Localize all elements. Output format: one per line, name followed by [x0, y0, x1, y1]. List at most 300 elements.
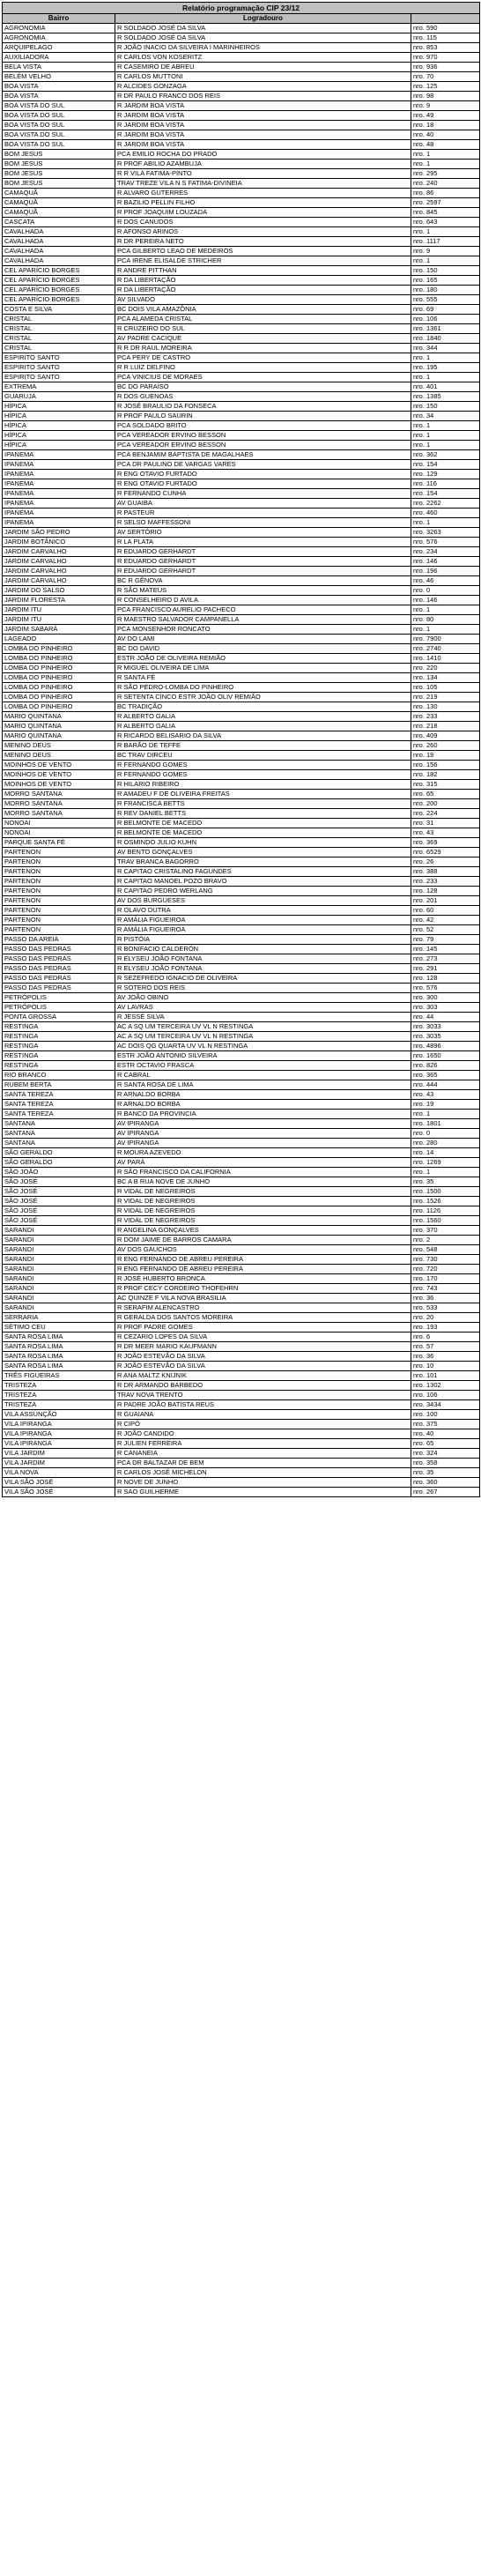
table-row — [3, 1400, 480, 1410]
cell-numero: nro. 193 — [411, 1323, 480, 1333]
cell-logradouro: R SANTA FÉ — [115, 673, 411, 683]
cell-numero: nro. 233 — [411, 712, 480, 722]
cell-bairro: BOA VISTA DO SUL — [3, 140, 115, 150]
cell-numero: nro. 643 — [411, 218, 480, 227]
cell-logradouro: R CARLOS VON KOSERITZ — [115, 53, 411, 63]
cell-bairro: JARDIM ITU — [3, 605, 115, 615]
cell-numero: nro. 44 — [411, 1013, 480, 1022]
table-row — [3, 712, 480, 722]
table-row — [3, 227, 480, 237]
cell-bairro: SÃO JOSÉ — [3, 1206, 115, 1216]
cell-numero: nro. 20 — [411, 1313, 480, 1323]
cell-logradouro: R JOSÉ BRAULIO DA FONSECA — [115, 402, 411, 412]
table-row — [3, 1226, 480, 1236]
cell-bairro: JARDIM SÃO PEDRO — [3, 528, 115, 538]
cell-bairro: SANTANA — [3, 1119, 115, 1129]
cell-logradouro: R PROF PADRE GOMES — [115, 1323, 411, 1333]
cell-logradouro: BC A B RUA NOVE DE JUNHO — [115, 1177, 411, 1187]
cell-bairro: SARANDI — [3, 1303, 115, 1313]
cell-bairro: SÃO GERALDO — [3, 1148, 115, 1158]
table-row — [3, 1197, 480, 1206]
table-row — [3, 664, 480, 673]
cell-bairro: SANTANA — [3, 1139, 115, 1148]
cell-bairro: PARQUE SANTA FÉ — [3, 838, 115, 848]
cell-bairro: SARANDI — [3, 1226, 115, 1236]
cell-numero: nro. 3263 — [411, 528, 480, 538]
cell-numero: nro. 1302 — [411, 1381, 480, 1391]
table-row — [3, 1080, 480, 1090]
table-row — [3, 421, 480, 431]
cell-numero: nro. 116 — [411, 479, 480, 489]
cell-logradouro: R ALBERTO GALIA — [115, 722, 411, 731]
cell-numero: nro. 3033 — [411, 1022, 480, 1032]
cell-logradouro: R JESSÉ SILVA — [115, 1013, 411, 1022]
cell-numero: nro. 845 — [411, 208, 480, 218]
cell-numero: nro. 218 — [411, 722, 480, 731]
cell-bairro: BELÉM VELHO — [3, 72, 115, 82]
table-row — [3, 1381, 480, 1391]
cell-numero: nro. 1126 — [411, 1206, 480, 1216]
cell-numero: nro. 106 — [411, 1391, 480, 1400]
table-row — [3, 790, 480, 799]
cell-bairro: ESPIRITO SANTO — [3, 353, 115, 363]
cell-numero: nro. 100 — [411, 1410, 480, 1420]
cell-numero: nro. 128 — [411, 887, 480, 896]
table-row — [3, 111, 480, 121]
cell-logradouro: R CAPITAO CRISTALINO FAGUNDES — [115, 867, 411, 877]
cell-logradouro: AV PADRE CACIQUE — [115, 334, 411, 344]
cell-numero: nro. 129 — [411, 470, 480, 479]
cell-logradouro: PCA MONSENHOR RONCATO — [115, 625, 411, 635]
cell-bairro: BELA VISTA — [3, 63, 115, 72]
cell-numero: nro. 1 — [411, 160, 480, 169]
cell-bairro: MENINO DEUS — [3, 751, 115, 761]
cell-bairro: SANTA ROSA LIMA — [3, 1342, 115, 1352]
table-row — [3, 1022, 480, 1032]
table-row — [3, 441, 480, 450]
table-row — [3, 218, 480, 227]
cell-bairro: IPANEMA — [3, 518, 115, 528]
cell-numero: nro. 291 — [411, 964, 480, 974]
cell-logradouro: TRAV TREZE VILA N S FATIMA-DIVINEIA — [115, 179, 411, 189]
table-row — [3, 344, 480, 353]
cell-bairro: PONTA GROSSA — [3, 1013, 115, 1022]
cell-bairro: RESTINGA — [3, 1042, 115, 1051]
cell-numero: nro. 40 — [411, 130, 480, 140]
table-row — [3, 295, 480, 305]
cell-numero: nro. 79 — [411, 935, 480, 945]
cell-bairro: SANTA TEREZA — [3, 1100, 115, 1110]
cell-logradouro: AC DOIS QG QUARTA UV VL N RESTINGA — [115, 1042, 411, 1051]
cell-bairro: PETRÓPOLIS — [3, 1003, 115, 1013]
table-row — [3, 1129, 480, 1139]
table-row — [3, 1119, 480, 1129]
table-row — [3, 353, 480, 363]
cell-logradouro: R FRANCISCA BETTS — [115, 799, 411, 809]
cell-logradouro: R ANA MALTZ KNIJNIK — [115, 1371, 411, 1381]
cell-logradouro: R OLAVO DUTRA — [115, 906, 411, 916]
column-header-logradouro: Logradouro — [115, 14, 411, 24]
table-row — [3, 887, 480, 896]
cell-logradouro: R VIDAL DE NEGREIROS — [115, 1206, 411, 1216]
cell-numero: nro. 1 — [411, 431, 480, 441]
cell-numero: nro. 1 — [411, 150, 480, 160]
cell-numero: nro. 170 — [411, 1274, 480, 1284]
cell-bairro: PASSO DA AREIA — [3, 935, 115, 945]
cell-logradouro: R JARDIM BOA VISTA — [115, 121, 411, 130]
table-row — [3, 964, 480, 974]
table-row — [3, 1168, 480, 1177]
cell-numero: nro. 0 — [411, 1129, 480, 1139]
table-row — [3, 993, 480, 1003]
cell-logradouro: R CEZARIO LOPES DA SILVA — [115, 1333, 411, 1342]
cell-bairro: AGRONOMIA — [3, 24, 115, 33]
cell-bairro: MOINHOS DE VENTO — [3, 761, 115, 770]
table-row — [3, 518, 480, 528]
cell-bairro: RUBEM BERTA — [3, 1080, 115, 1090]
cell-bairro: SÃO GERALDO — [3, 1158, 115, 1168]
cell-bairro: PARTENON — [3, 925, 115, 935]
cell-logradouro: R CIPÓ — [115, 1420, 411, 1429]
cell-bairro: CASCATA — [3, 218, 115, 227]
cell-numero: nro. 240 — [411, 179, 480, 189]
cell-numero: nro. 106 — [411, 315, 480, 324]
cell-numero: nro. 260 — [411, 741, 480, 751]
cell-logradouro: PCA VEREADOR ERVINO BESSON — [115, 431, 411, 441]
cell-logradouro: R SÃO FRANCISCO DA CALIFORNIA — [115, 1168, 411, 1177]
cell-bairro: RESTINGA — [3, 1022, 115, 1032]
cell-logradouro: R GUAIANA — [115, 1410, 411, 1420]
report-title: Relatório programação CIP 23/12 — [3, 3, 480, 14]
cell-numero: nro. 1 — [411, 421, 480, 431]
cell-bairro: HÍPICA — [3, 421, 115, 431]
cell-bairro: MARIO QUINTANA — [3, 722, 115, 731]
cell-numero: nro. 40 — [411, 1429, 480, 1439]
table-row — [3, 1100, 480, 1110]
table-row — [3, 1255, 480, 1265]
cell-bairro: LAGEADO — [3, 635, 115, 644]
cell-numero: nro. 344 — [411, 344, 480, 353]
cell-numero: nro. 1361 — [411, 324, 480, 334]
cell-numero: nro. 576 — [411, 538, 480, 547]
cell-logradouro: R SÃO MATEUS — [115, 586, 411, 596]
cell-logradouro: BC DO PARAÍSO — [115, 382, 411, 392]
cell-logradouro: R DR ARMANDO BARBEDO — [115, 1381, 411, 1391]
cell-numero: nro. 1 — [411, 373, 480, 382]
table-row — [3, 1342, 480, 1352]
cell-bairro: RESTINGA — [3, 1051, 115, 1061]
cell-bairro: CEL APARÍCIO BORGES — [3, 295, 115, 305]
table-row — [3, 916, 480, 925]
table-row — [3, 1488, 480, 1497]
cell-logradouro: R CONSELHEIRO D AVILA — [115, 596, 411, 605]
cell-bairro: VILA NOVA — [3, 1468, 115, 1478]
cell-logradouro: BC TRADIÇÃO — [115, 702, 411, 712]
table-row — [3, 984, 480, 993]
table-row — [3, 1216, 480, 1226]
cell-bairro: CAVALHADA — [3, 247, 115, 256]
table-row — [3, 1352, 480, 1362]
cell-numero: nro. 3035 — [411, 1032, 480, 1042]
cell-numero: nro. 180 — [411, 286, 480, 295]
table-row — [3, 1148, 480, 1158]
cell-bairro: ESPIRITO SANTO — [3, 363, 115, 373]
cell-numero: nro. 70 — [411, 72, 480, 82]
cell-bairro: BOM JESUS — [3, 179, 115, 189]
cell-logradouro: AV SILVADO — [115, 295, 411, 305]
cell-bairro: HÍPICA — [3, 402, 115, 412]
cell-bairro: GUARUJA — [3, 392, 115, 402]
table-row — [3, 1313, 480, 1323]
cell-bairro: CAMAQUÃ — [3, 208, 115, 218]
cell-bairro: SANTA ROSA LIMA — [3, 1352, 115, 1362]
cell-bairro: SANTA TEREZA — [3, 1090, 115, 1100]
cell-numero: nro. 1 — [411, 625, 480, 635]
cell-bairro: IPANEMA — [3, 499, 115, 509]
cell-bairro: IPANEMA — [3, 489, 115, 499]
cell-logradouro: PCA ALAMEDA CRISTAL — [115, 315, 411, 324]
cell-logradouro: R EDUARDO GERHARDT — [115, 547, 411, 557]
cell-numero: nro. 1801 — [411, 1119, 480, 1129]
cell-logradouro: R GERALDA DOS SANTOS MOREIRA — [115, 1313, 411, 1323]
table-row — [3, 1071, 480, 1080]
cell-logradouro: PCA IRENE ELISALDE STRICHER — [115, 256, 411, 266]
table-row — [3, 731, 480, 741]
cell-numero: nro. 46 — [411, 576, 480, 586]
table-row — [3, 857, 480, 867]
table-row — [3, 828, 480, 838]
table-row — [3, 896, 480, 906]
cell-bairro: SÃO JOSÉ — [3, 1197, 115, 1206]
table-row — [3, 693, 480, 702]
cell-logradouro: R ARNALDO BORBA — [115, 1100, 411, 1110]
cell-bairro: SÃO JOSÉ — [3, 1177, 115, 1187]
table-row — [3, 276, 480, 286]
cell-logradouro: AV IPIRANGA — [115, 1139, 411, 1148]
cell-logradouro: PCA VEREADOR ERVINO BESSON — [115, 441, 411, 450]
cell-logradouro: PCA DR PAULINO DE VARGAS VARES — [115, 460, 411, 470]
cell-numero: nro. 146 — [411, 596, 480, 605]
cell-logradouro: AV DO LAMI — [115, 635, 411, 644]
cell-bairro: IPANEMA — [3, 509, 115, 518]
cell-bairro: MORRO SANTANA — [3, 799, 115, 809]
cell-numero: nro. 69 — [411, 305, 480, 315]
cell-logradouro: R FERNANDO CUNHA — [115, 489, 411, 499]
cell-bairro: TRISTEZA — [3, 1391, 115, 1400]
table-row — [3, 586, 480, 596]
cell-logradouro: R ENG FERNANDO DE ABREU PEREIRA — [115, 1255, 411, 1265]
cell-logradouro: R PROF ABILIO AZAMBUJA — [115, 160, 411, 169]
report-table — [2, 2, 480, 1497]
cell-numero: nro. 31 — [411, 819, 480, 828]
table-row — [3, 780, 480, 790]
cell-numero: nro. 182 — [411, 770, 480, 780]
cell-logradouro: R MOURA AZEVEDO — [115, 1148, 411, 1158]
cell-logradouro: R DR PAULO FRANCO DOS REIS — [115, 92, 411, 101]
cell-bairro: CRISTAL — [3, 324, 115, 334]
cell-bairro: JARDIM BOTÂNICO — [3, 538, 115, 547]
cell-numero: nro. 358 — [411, 1459, 480, 1468]
cell-logradouro: TRAV NOVA TRENTO — [115, 1391, 411, 1400]
table-row — [3, 538, 480, 547]
cell-bairro: AUXILIADORA — [3, 53, 115, 63]
table-row — [3, 82, 480, 92]
cell-numero: nro. 219 — [411, 693, 480, 702]
cell-numero: nro. 273 — [411, 954, 480, 964]
table-row — [3, 877, 480, 887]
cell-logradouro: R DA LIBERTAÇÃO — [115, 286, 411, 295]
cell-bairro: SÉTIMO CEU — [3, 1323, 115, 1333]
table-row — [3, 198, 480, 208]
cell-bairro: MOINHOS DE VENTO — [3, 770, 115, 780]
table-row — [3, 489, 480, 499]
cell-numero: nro. 233 — [411, 877, 480, 887]
cell-bairro: VILA ASSUNÇÃO — [3, 1410, 115, 1420]
cell-bairro: IPANEMA — [3, 479, 115, 489]
cell-bairro: JARDIM CARVALHO — [3, 567, 115, 576]
cell-numero: nro. 65 — [411, 1439, 480, 1449]
cell-logradouro: R PISTÓIA — [115, 935, 411, 945]
cell-logradouro: R EDUARDO GERHARDT — [115, 567, 411, 576]
cell-numero: nro. 128 — [411, 974, 480, 984]
cell-logradouro: R CASEMIRO DE ABREU — [115, 63, 411, 72]
cell-numero: nro. 548 — [411, 1245, 480, 1255]
table-row — [3, 644, 480, 654]
cell-numero: nro. 1 — [411, 1168, 480, 1177]
cell-bairro: SANTANA — [3, 1129, 115, 1139]
cell-numero: nro. 60 — [411, 906, 480, 916]
table-row — [3, 751, 480, 761]
table-row — [3, 392, 480, 402]
cell-bairro: JARDIM CARVALHO — [3, 576, 115, 586]
cell-bairro: JARDIM CARVALHO — [3, 557, 115, 567]
cell-numero: nro. 80 — [411, 615, 480, 625]
table-row — [3, 334, 480, 344]
cell-logradouro: R SOLDADO JOSÉ DA SILVA — [115, 24, 411, 33]
cell-bairro: CEL APARÍCIO BORGES — [3, 266, 115, 276]
cell-logradouro: R JOSÉ HUBERTO BRONCA — [115, 1274, 411, 1284]
cell-numero: nro. 360 — [411, 1478, 480, 1488]
table-row — [3, 635, 480, 644]
cell-bairro: LOMBA DO PINHEIRO — [3, 683, 115, 693]
table-row — [3, 1051, 480, 1061]
cell-logradouro: R FERNANDO GOMES — [115, 761, 411, 770]
cell-numero: nro. 35 — [411, 1468, 480, 1478]
cell-logradouro: R SEZEFREDO IGNACIO DE OLIVEIRA — [115, 974, 411, 984]
cell-bairro: JARDIM DO SALSO — [3, 586, 115, 596]
cell-bairro: PARTENON — [3, 906, 115, 916]
table-row — [3, 450, 480, 460]
table-row — [3, 945, 480, 954]
cell-numero: nro. 303 — [411, 1003, 480, 1013]
cell-logradouro: R BANCO DA PROVINCIA — [115, 1110, 411, 1119]
cell-logradouro: R PADRE JOÃO BATISTA REUS — [115, 1400, 411, 1410]
cell-logradouro: AV SERTÓRIO — [115, 528, 411, 538]
cell-numero: nro. 105 — [411, 683, 480, 693]
cell-bairro: PASSO DAS PEDRAS — [3, 964, 115, 974]
cell-logradouro: R PASTEUR — [115, 509, 411, 518]
cell-logradouro: R ELYSEU JOÃO FONTANA — [115, 954, 411, 964]
cell-numero: nro. 295 — [411, 169, 480, 179]
cell-bairro: ESPIRITO SANTO — [3, 373, 115, 382]
cell-numero: nro. 43 — [411, 828, 480, 838]
cell-bairro: CAVALHADA — [3, 237, 115, 247]
cell-bairro: CAMAQUÃ — [3, 198, 115, 208]
cell-bairro: BOM JESUS — [3, 169, 115, 179]
table-row — [3, 906, 480, 916]
table-row — [3, 305, 480, 315]
cell-bairro: SARANDI — [3, 1284, 115, 1294]
cell-numero: nro. 370 — [411, 1226, 480, 1236]
cell-numero: nro. 1500 — [411, 1187, 480, 1197]
cell-bairro: BOA VISTA — [3, 92, 115, 101]
cell-numero: nro. 134 — [411, 673, 480, 683]
table-row — [3, 237, 480, 247]
table-row — [3, 169, 480, 179]
cell-numero: nro. 1 — [411, 256, 480, 266]
cell-logradouro: PCA SOLDADO BRITO — [115, 421, 411, 431]
cell-logradouro: R DA LIBERTAÇÃO — [115, 276, 411, 286]
cell-numero: nro. 49 — [411, 111, 480, 121]
cell-logradouro: R SANTA ROSA DE LIMA — [115, 1080, 411, 1090]
cell-logradouro: AV PARÁ — [115, 1158, 411, 1168]
cell-numero: nro. 533 — [411, 1303, 480, 1313]
cell-logradouro: R SOLDADO JOSÉ DA SILVA — [115, 33, 411, 43]
cell-logradouro: R SOTERO DOS REIS — [115, 984, 411, 993]
table-row — [3, 1274, 480, 1284]
cell-numero: nro. 375 — [411, 1420, 480, 1429]
table-row — [3, 509, 480, 518]
cell-bairro: LOMBA DO PINHEIRO — [3, 664, 115, 673]
table-row — [3, 1410, 480, 1420]
cell-bairro: SERRARIA — [3, 1313, 115, 1323]
cell-logradouro: R ARNALDO BORBA — [115, 1090, 411, 1100]
cell-logradouro: R DOS GUENOAS — [115, 392, 411, 402]
cell-numero: nro. 409 — [411, 731, 480, 741]
cell-numero: nro. 324 — [411, 1449, 480, 1459]
cell-bairro: JARDIM ITU — [3, 615, 115, 625]
cell-bairro: MENINO DEUS — [3, 741, 115, 751]
cell-numero: nro. 936 — [411, 63, 480, 72]
table-row — [3, 596, 480, 605]
cell-bairro: PASSO DAS PEDRAS — [3, 984, 115, 993]
table-row — [3, 528, 480, 538]
cell-bairro: BOA VISTA DO SUL — [3, 111, 115, 121]
cell-bairro: VILA SÃO JOSÉ — [3, 1478, 115, 1488]
cell-logradouro: R CAPITAO PEDRO WERLANG — [115, 887, 411, 896]
cell-bairro: PARTENON — [3, 848, 115, 857]
cell-numero: nro. 145 — [411, 945, 480, 954]
cell-numero: nro. 146 — [411, 557, 480, 567]
table-row — [3, 615, 480, 625]
table-row — [3, 24, 480, 33]
table-row — [3, 1003, 480, 1013]
cell-numero: nro. 195 — [411, 363, 480, 373]
cell-numero: nro. 6529 — [411, 848, 480, 857]
cell-logradouro: R AMADEU F DE OLIVEIRA FREITAS — [115, 790, 411, 799]
table-row — [3, 33, 480, 43]
table-row — [3, 160, 480, 169]
table-row — [3, 702, 480, 712]
cell-logradouro: R R DR RAUL MOREIRA — [115, 344, 411, 353]
cell-logradouro: AV JOÃO OBINO — [115, 993, 411, 1003]
cell-numero: nro. 150 — [411, 402, 480, 412]
cell-bairro: CEL APARÍCIO BORGES — [3, 276, 115, 286]
cell-logradouro: R R LUIZ DELFINO — [115, 363, 411, 373]
cell-bairro: IPANEMA — [3, 460, 115, 470]
cell-logradouro: R CANANEIA — [115, 1449, 411, 1459]
cell-numero: nro. 576 — [411, 984, 480, 993]
